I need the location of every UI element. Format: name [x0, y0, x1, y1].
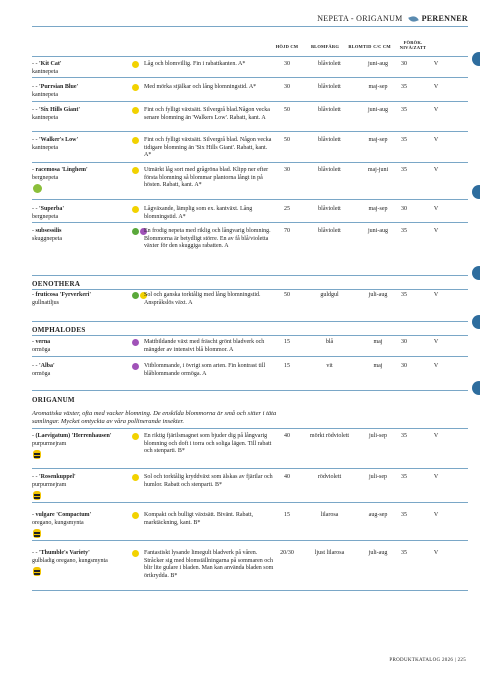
bloom-time: juli-sep — [369, 433, 387, 439]
plant-name — [32, 292, 127, 307]
bloom-time: maj-sep — [368, 206, 388, 212]
description: Mattbildande växt med fräscht grönt bladverk och mängder av intensivt blå blommor. A — [144, 339, 265, 353]
col-zone-line1: FÖRÖK. — [403, 40, 423, 45]
section-intro: Aromatiska växter, ofta med vacker blomning. De enskilda blommorna är små och sitter i täta samlingar. Mycket omtyckta av våra pollinerande insekter. — [32, 410, 277, 425]
light-indicators — [132, 84, 139, 91]
cultivar-name: 'Alba' — [39, 363, 55, 369]
bloom-time: juni-aug — [368, 107, 388, 113]
green-light-icon — [132, 228, 139, 235]
name-prefix: - - — [32, 107, 39, 113]
description: Fantastiskt lysande limegult bladverk på våren. Stråcker sig med blomställningarna på sommaren och blir lite gulare i bladen. Man kan använda bladen som örtkrydda. B* — [144, 550, 274, 579]
zone-value: V — [433, 206, 439, 212]
light-indicators — [132, 206, 139, 213]
height-value: 40 — [284, 433, 290, 439]
description: En frodig nepeta med riklig och långvarig blomning. Blommorna är betydligt större. En av få blå/violetta växter för den skuggiga rabatten. A — [144, 228, 271, 249]
section-title: OENOTHERA — [32, 280, 81, 288]
plant-name — [32, 363, 127, 378]
flower-color: blåviolett — [318, 228, 341, 234]
cultivar-name: 'Rosenkuppel' — [39, 474, 76, 480]
name-prefix: - — [32, 167, 36, 173]
height-value: 15 — [284, 512, 290, 518]
col-zone — [396, 40, 430, 50]
spacing-value: 35 — [401, 550, 407, 556]
flower-color: blåviolett — [318, 84, 341, 90]
description: Fint och fylligt växtsätt. Silvergrå blad.Någon vecka senare blomning än 'Walkers Low'. Rabatt, kant. A — [144, 107, 270, 121]
height-value: 50 — [284, 107, 290, 113]
common-name: kantnepeta — [32, 91, 58, 98]
side-tab[interactable] — [472, 381, 480, 395]
cultivar-name: verna — [35, 339, 51, 345]
zone-value: V — [433, 339, 439, 345]
flower-color: blåviolett — [318, 61, 341, 67]
flower-color: blåviolett — [318, 167, 341, 173]
name-prefix: - - — [32, 474, 39, 480]
description: Utmärkt låg sort med grågröna blad. Klipp ner efter första blomning så blommar plantorna långt in på hösten. Rabatt, kant. A* — [144, 167, 269, 188]
height-value: 70 — [284, 228, 290, 234]
common-name: kantnepeta — [32, 68, 58, 75]
height-value: 40 — [284, 474, 290, 480]
flower-color: guldgul — [320, 292, 339, 298]
yellow-light-icon — [132, 84, 139, 91]
yellow-light-icon — [132, 512, 139, 519]
plant-name-line — [32, 550, 127, 558]
plant-name — [32, 167, 127, 182]
plant-name — [32, 107, 127, 122]
height-value: 50 — [284, 292, 290, 298]
plant-name-line — [32, 167, 127, 175]
zone-value: V — [433, 167, 439, 173]
plant-name-line — [32, 292, 127, 300]
bloom-time: maj-juni — [367, 167, 389, 173]
cultivar-name: 'Six Hills Giant' — [39, 107, 81, 113]
light-indicators — [132, 107, 139, 114]
bee-icon — [33, 450, 41, 459]
plant-name-line — [32, 206, 127, 214]
flower-color: blåviolett — [318, 137, 341, 143]
side-tab[interactable] — [472, 185, 480, 199]
flower-color: blåviolett — [318, 107, 341, 113]
height-value: 15 — [284, 363, 290, 369]
purple-light-icon — [132, 363, 139, 370]
plant-name — [32, 339, 127, 354]
bloom-time: juli-aug — [368, 550, 388, 556]
plant-name — [32, 84, 127, 99]
badge-icon — [33, 184, 42, 193]
common-name: purpurmejram — [32, 440, 67, 447]
height-value: 30 — [284, 167, 290, 173]
name-prefix: - — [32, 292, 36, 298]
light-indicators — [132, 512, 139, 519]
height-value: 30 — [284, 84, 290, 90]
light-indicators — [132, 339, 139, 346]
flower-color: ljust lilarosa — [314, 550, 345, 556]
name-prefix: - — [32, 228, 36, 234]
zone-value: V — [433, 228, 439, 234]
cultivar-name: 'Purrsian Blue' — [39, 84, 79, 90]
row-divider — [32, 590, 468, 591]
light-indicators — [132, 474, 139, 481]
plant-name — [32, 433, 127, 448]
bloom-time: aug-sep — [368, 512, 388, 518]
cultivar-name: fruticosa 'Fyrverkeri' — [35, 292, 91, 298]
light-indicators — [132, 433, 139, 440]
plant-name-line — [32, 433, 127, 441]
yellow-light-icon — [132, 61, 139, 68]
zone-value: V — [433, 474, 439, 480]
bloom-time: juli-aug — [368, 292, 388, 298]
bee-icon — [33, 491, 41, 500]
col-zone-line2: NIVÅ/ZATT — [399, 45, 427, 50]
common-name: bergnepeta — [32, 213, 59, 220]
row-divider — [32, 356, 468, 357]
height-value: 30 — [284, 61, 290, 67]
yellow-light-icon — [132, 167, 139, 174]
plant-name-line — [32, 137, 127, 145]
cultivar-name: 'Kit Cat' — [39, 61, 62, 67]
zone-value: V — [433, 512, 439, 518]
bee-icon — [33, 529, 41, 538]
spacing-value: 35 — [401, 228, 407, 234]
row-divider — [32, 540, 468, 541]
common-name: gulbladig oregano, kungsmynta — [32, 557, 108, 564]
section-title: ORIGANUM — [32, 396, 75, 404]
bee-icon — [33, 567, 41, 576]
leaf-icon — [408, 14, 419, 23]
section-title: OMPHALODES — [32, 326, 86, 334]
plant-name — [32, 206, 127, 221]
row-divider — [32, 222, 468, 223]
yellow-light-icon — [132, 107, 139, 114]
bloom-time: maj — [373, 339, 383, 345]
bloom-time: maj — [373, 363, 383, 369]
common-name: purpurmejram — [32, 481, 67, 488]
cultivar-name: racemosa 'Linghem' — [35, 167, 88, 173]
plant-name-line — [32, 474, 127, 482]
common-name: kantnepeta — [32, 114, 58, 121]
yellow-light-icon — [132, 474, 139, 481]
row-divider — [32, 56, 468, 57]
plant-name — [32, 61, 127, 76]
purple-light-icon — [132, 339, 139, 346]
page-footer: PRODUKTKATALOG 2026 | 225 — [389, 658, 466, 663]
green-light-icon — [132, 292, 139, 299]
side-tab[interactable] — [472, 266, 480, 280]
flower-color: blå — [325, 339, 334, 345]
row-divider — [32, 321, 468, 322]
cultivar-name: 'Superba' — [39, 206, 65, 212]
spacing-value: 35 — [401, 512, 407, 518]
cultivar-name: 'Walker's Low' — [39, 137, 79, 143]
row-divider — [32, 131, 468, 132]
category-title: PERENNER — [421, 14, 468, 23]
description: Kompakt och bulligt växtsätt. Bivänt. Rabatt, marktäckning, kant. B* — [144, 512, 253, 526]
flower-color: blåviolett — [318, 206, 341, 212]
common-name: oregano, kungsmynta — [32, 519, 84, 526]
description: Låg och blomvillig. Fin i rabattkanten. A* — [144, 61, 246, 67]
cultivar-name: vulgare 'Compactum' — [35, 512, 92, 518]
zone-value: V — [433, 550, 439, 556]
row-divider — [32, 101, 468, 102]
height-value: 25 — [284, 206, 290, 212]
plant-name-line — [32, 107, 127, 115]
name-prefix: - - — [32, 206, 39, 212]
plant-name — [32, 228, 127, 243]
light-indicators — [132, 61, 139, 68]
common-name: gullnattljus — [32, 299, 59, 306]
description: Sol och ganska torktålig med lång blomningstid. Anspråkslös växt. A — [144, 292, 261, 306]
col-bloom: BLOMTID — [348, 44, 372, 49]
name-prefix: - - — [32, 363, 39, 369]
light-indicators — [132, 363, 139, 370]
name-prefix: - — [32, 339, 36, 345]
spacing-value: 35 — [401, 137, 407, 143]
spacing-value: 30 — [401, 363, 407, 369]
col-spacing: C/C CM — [373, 44, 391, 49]
plant-name-line — [32, 228, 127, 236]
name-prefix: - — [32, 512, 36, 518]
description: Fint och fylligt växtsätt. Silvergrå blad. Någon vecka tidigare blomning än 'Six Hills Giant'. Rabatt, kant. A* — [144, 137, 272, 158]
col-color: BLOMFÄRG — [310, 44, 340, 49]
height-value: 20/30 — [280, 550, 294, 556]
name-prefix: - - — [32, 550, 39, 556]
zone-value: V — [433, 84, 439, 90]
common-name: ormöga — [32, 370, 51, 377]
cultivar-name: (Laevigatum) 'Herrenhausen' — [35, 433, 112, 439]
flower-color: lilarosa — [320, 512, 339, 518]
common-name: kantnepeta — [32, 144, 58, 151]
spacing-value: 35 — [401, 292, 407, 298]
height-value: 50 — [284, 137, 290, 143]
spacing-value: 30 — [401, 61, 407, 67]
row-divider — [32, 289, 468, 290]
spacing-value: 35 — [401, 107, 407, 113]
light-indicators — [132, 167, 139, 174]
plant-name — [32, 474, 127, 489]
yellow-light-icon — [132, 433, 139, 440]
zone-value: V — [433, 363, 439, 369]
bloom-time: maj-sep — [368, 84, 388, 90]
yellow-light-icon — [132, 206, 139, 213]
zone-value: V — [433, 137, 439, 143]
zone-value: V — [433, 61, 439, 67]
description: Med mörka stjälkar och lång blomningstid. A* — [144, 84, 257, 90]
spacing-value: 35 — [401, 433, 407, 439]
plant-name-line — [32, 363, 127, 371]
bloom-time: maj-sep — [368, 137, 388, 143]
row-divider — [32, 199, 468, 200]
description: Vitblommande, i övrigt som arten. Fin kontrast till blåblommande ormöga. A — [144, 363, 266, 377]
name-prefix: - - — [32, 137, 39, 143]
row-divider — [32, 468, 468, 469]
bloom-time: juli-sep — [369, 474, 387, 480]
cultivar-name: 'Thumble's Variety' — [39, 550, 90, 556]
plant-name-line — [32, 61, 127, 69]
light-indicators — [132, 550, 139, 557]
flower-color: rödviolett — [317, 474, 342, 480]
name-prefix: - - — [32, 84, 39, 90]
height-value: 15 — [284, 339, 290, 345]
description: Sol och torktålig kryddväxt som älskas av fjärilar och humlor. Rabatt och stenparti. B* — [144, 474, 273, 488]
plant-name — [32, 550, 127, 565]
side-tab[interactable] — [472, 315, 480, 329]
row-divider — [32, 77, 468, 78]
yellow-light-icon — [132, 137, 139, 144]
spacing-value: 35 — [401, 167, 407, 173]
bloom-time: juni-aug — [368, 228, 388, 234]
row-divider — [32, 275, 468, 276]
bloom-time: juni-aug — [368, 61, 388, 67]
zone-value: V — [433, 292, 439, 298]
plant-name-line — [32, 339, 127, 347]
yellow-light-icon — [132, 550, 139, 557]
row-divider — [32, 162, 468, 163]
flower-color: mörkt rödviolett — [309, 433, 350, 439]
common-name: bergnepeta — [32, 174, 59, 181]
section-title: NEPETA - ORIGANUM — [317, 14, 403, 23]
plant-name — [32, 137, 127, 152]
row-divider — [32, 428, 468, 429]
plant-name — [32, 512, 127, 527]
spacing-value: 35 — [401, 474, 407, 480]
description: En riktig fjärilsmagnet som bjuder dig på långvarig blomning och doft i torra och soliga lägen. Till rabatt och stenparti. B* — [144, 433, 272, 454]
spacing-value: 30 — [401, 339, 407, 345]
zone-value: V — [433, 433, 439, 439]
row-divider — [32, 335, 468, 336]
row-divider — [32, 390, 468, 391]
page-header — [317, 14, 468, 23]
side-tab[interactable] — [472, 52, 480, 66]
spacing-value: 30 — [401, 206, 407, 212]
description: Lågväxande, lämplig som ex. kantväxt. Lång blomningstid. A* — [144, 206, 253, 220]
name-prefix: - — [32, 433, 36, 439]
col-height: HÖJD CM — [275, 44, 299, 49]
common-name: ormöga — [32, 346, 51, 353]
spacing-value: 35 — [401, 84, 407, 90]
plant-name-line — [32, 512, 127, 520]
light-indicators — [132, 137, 139, 144]
common-name: skuggnepeta — [32, 235, 62, 242]
plant-name-line — [32, 84, 127, 92]
zone-value: V — [433, 107, 439, 113]
flower-color: vit — [326, 363, 333, 369]
header-rule — [32, 26, 468, 27]
cultivar-name: subsessilis — [35, 228, 62, 234]
name-prefix: - - — [32, 61, 39, 67]
row-divider — [32, 502, 468, 503]
